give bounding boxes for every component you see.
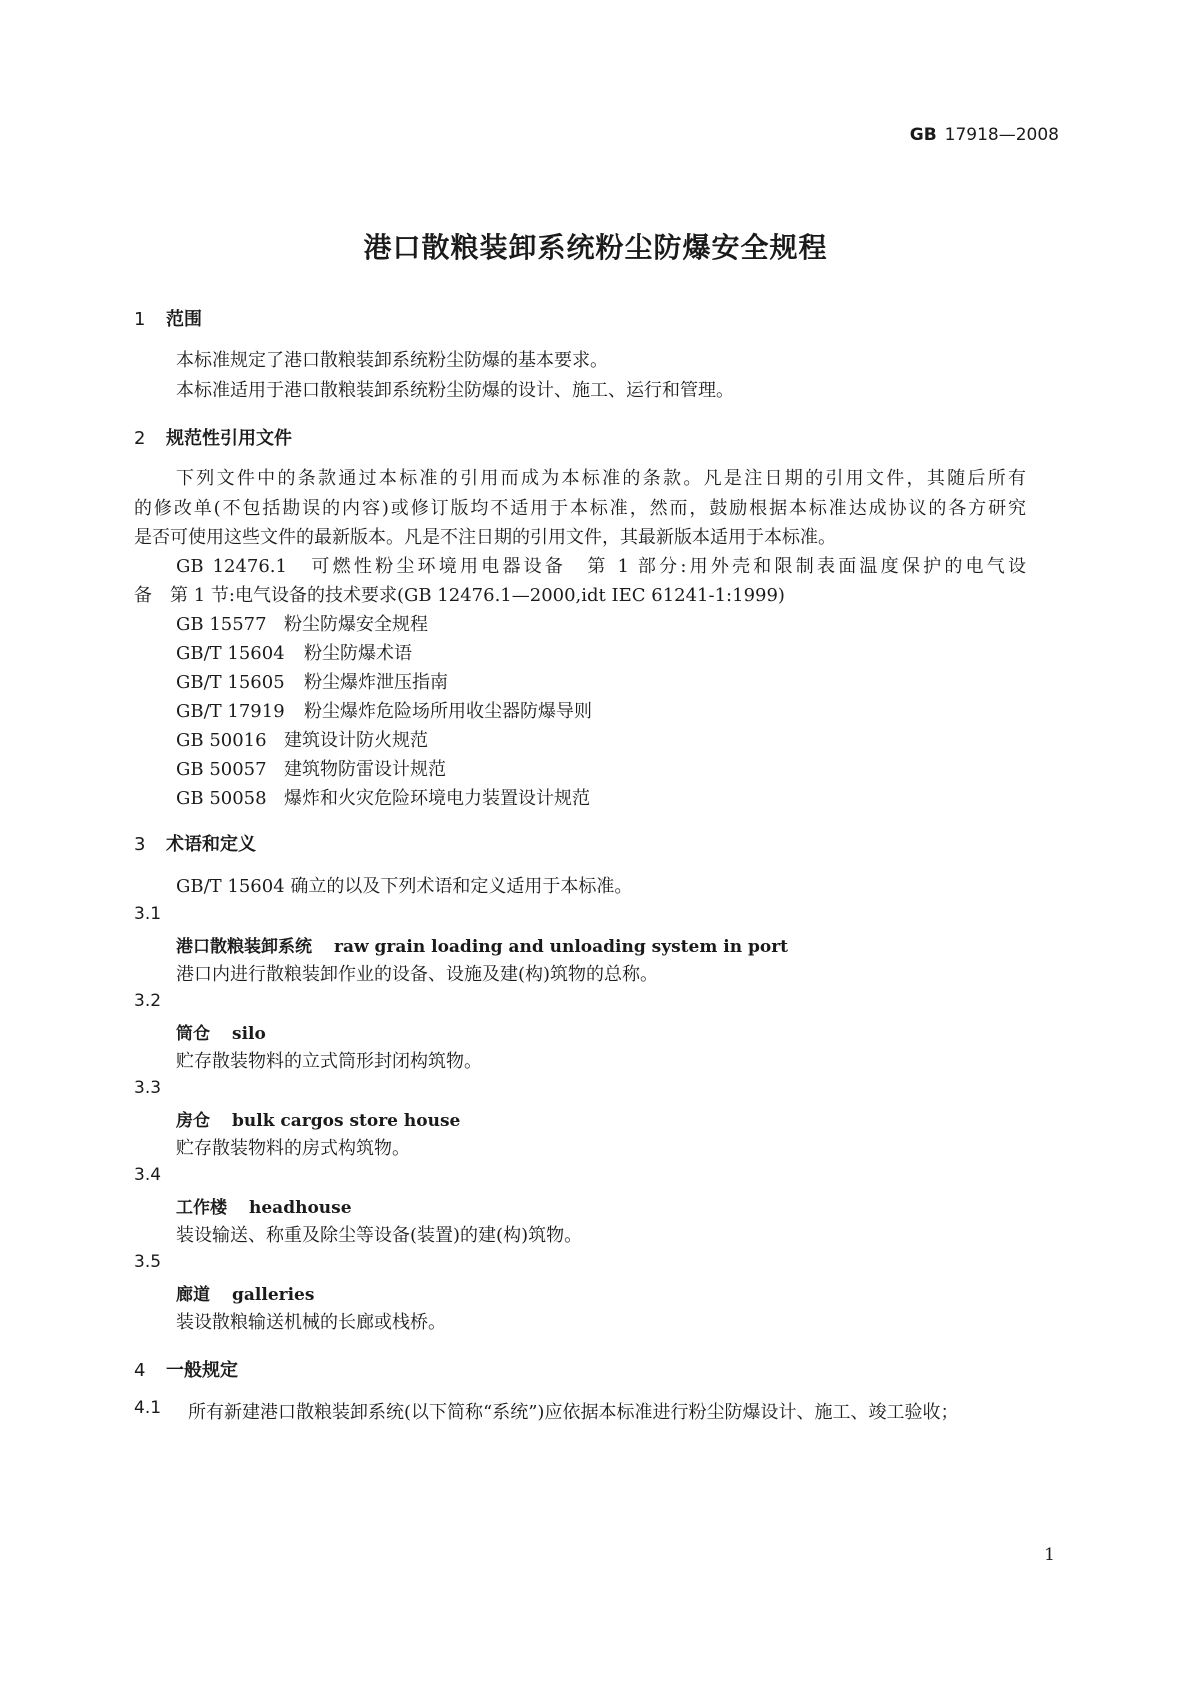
document-title: 港口散粮装卸系统粉尘防爆安全规程	[363, 231, 828, 264]
page-number: 1	[1044, 1545, 1055, 1565]
section-2-intro-line-1: 下列文件中的条款通过本标准的引用而成为本标准的条款。凡是注日期的引用文件，其随后所有	[176, 468, 1026, 489]
reference-item: GB 50057 建筑物防雷设计规范	[176, 759, 446, 780]
section-1-para-2: 本标准适用于港口散粮装卸系统粉尘防爆的设计、施工、运行和管理。	[176, 380, 734, 401]
term-3-2-definition: 贮存散装物料的立式筒形封闭构筑物。	[176, 1051, 482, 1072]
term-3-1-title: 港口散粮装卸系统 raw grain loading and unloading system in port	[176, 937, 789, 957]
standard-number: 17918—2008	[944, 125, 1059, 145]
term-3-2-title: 筒仓 silo	[176, 1024, 266, 1044]
term-3-1-definition: 港口内进行散粮装卸作业的设备、设施及建(构)筑物的总称。	[176, 964, 659, 985]
section-1-heading: 1 范围	[134, 309, 202, 330]
section-3-heading: 3 术语和定义	[134, 834, 256, 855]
reference-gb12476-line-2: 备 第 1 节:电气设备的技术要求(GB 12476.1—2000,idt IEC 61241-1:1999)	[134, 585, 785, 606]
reference-gb12476-line-1: GB 12476.1 可燃性粉尘环境用电器设备 第 1 部分:用外壳和限制表面温度保护的电气设	[176, 556, 1026, 577]
reference-item: GB 15577 粉尘防爆安全规程	[176, 614, 428, 635]
term-3-3-title: 房仓 bulk cargos store house	[176, 1111, 461, 1131]
term-3-1-number: 3.1	[134, 904, 162, 924]
term-3-3-number: 3.3	[134, 1078, 162, 1098]
section-3-intro: GB/T 15604 确立的以及下列术语和定义适用于本标准。	[176, 876, 633, 897]
section-2-intro-line-2: 的修改单(不包括勘误的内容)或修订版均不适用于本标准，然而，鼓励根据本标准达成协议的各方研究	[134, 498, 1026, 519]
reference-item: GB 50016 建筑设计防火规范	[176, 730, 428, 751]
clause-4-1-text: 所有新建港口散粮装卸系统(以下简称“系统”)应依据本标准进行粉尘防爆设计、施工、竣工验收；	[188, 1402, 959, 1423]
reference-item: GB/T 15605 粉尘爆炸泄压指南	[176, 672, 448, 693]
term-3-4-title: 工作楼 headhouse	[176, 1198, 352, 1218]
reference-item: GB/T 17919 粉尘爆炸危险场所用收尘器防爆导则	[176, 701, 592, 722]
standard-prefix: GB	[909, 125, 937, 145]
section-2-intro-line-3: 是否可使用这些文件的最新版本。凡是不注日期的引用文件，其最新版本适用于本标准。	[134, 527, 836, 548]
term-3-4-number: 3.4	[134, 1165, 162, 1185]
term-3-5-title: 廊道 galleries	[176, 1285, 315, 1305]
term-3-5-number: 3.5	[134, 1252, 162, 1272]
term-3-4-definition: 装设输送、称重及除尘等设备(装置)的建(构)筑物。	[176, 1225, 583, 1246]
standard-code	[910, 125, 1059, 145]
reference-item: GB/T 15604 粉尘防爆术语	[176, 643, 412, 664]
term-3-5-definition: 装设散粮输送机械的长廊或栈桥。	[176, 1312, 446, 1333]
section-2-heading: 2 规范性引用文件	[134, 428, 292, 449]
reference-item: GB 50058 爆炸和火灾危险环境电力装置设计规范	[176, 788, 590, 809]
section-1-para-1: 本标准规定了港口散粮装卸系统粉尘防爆的基本要求。	[176, 350, 608, 371]
clause-4-1-number: 4.1	[134, 1398, 162, 1418]
section-4-heading: 4 一般规定	[134, 1360, 238, 1381]
term-3-3-definition: 贮存散装物料的房式构筑物。	[176, 1138, 410, 1159]
term-3-2-number: 3.2	[134, 991, 162, 1011]
